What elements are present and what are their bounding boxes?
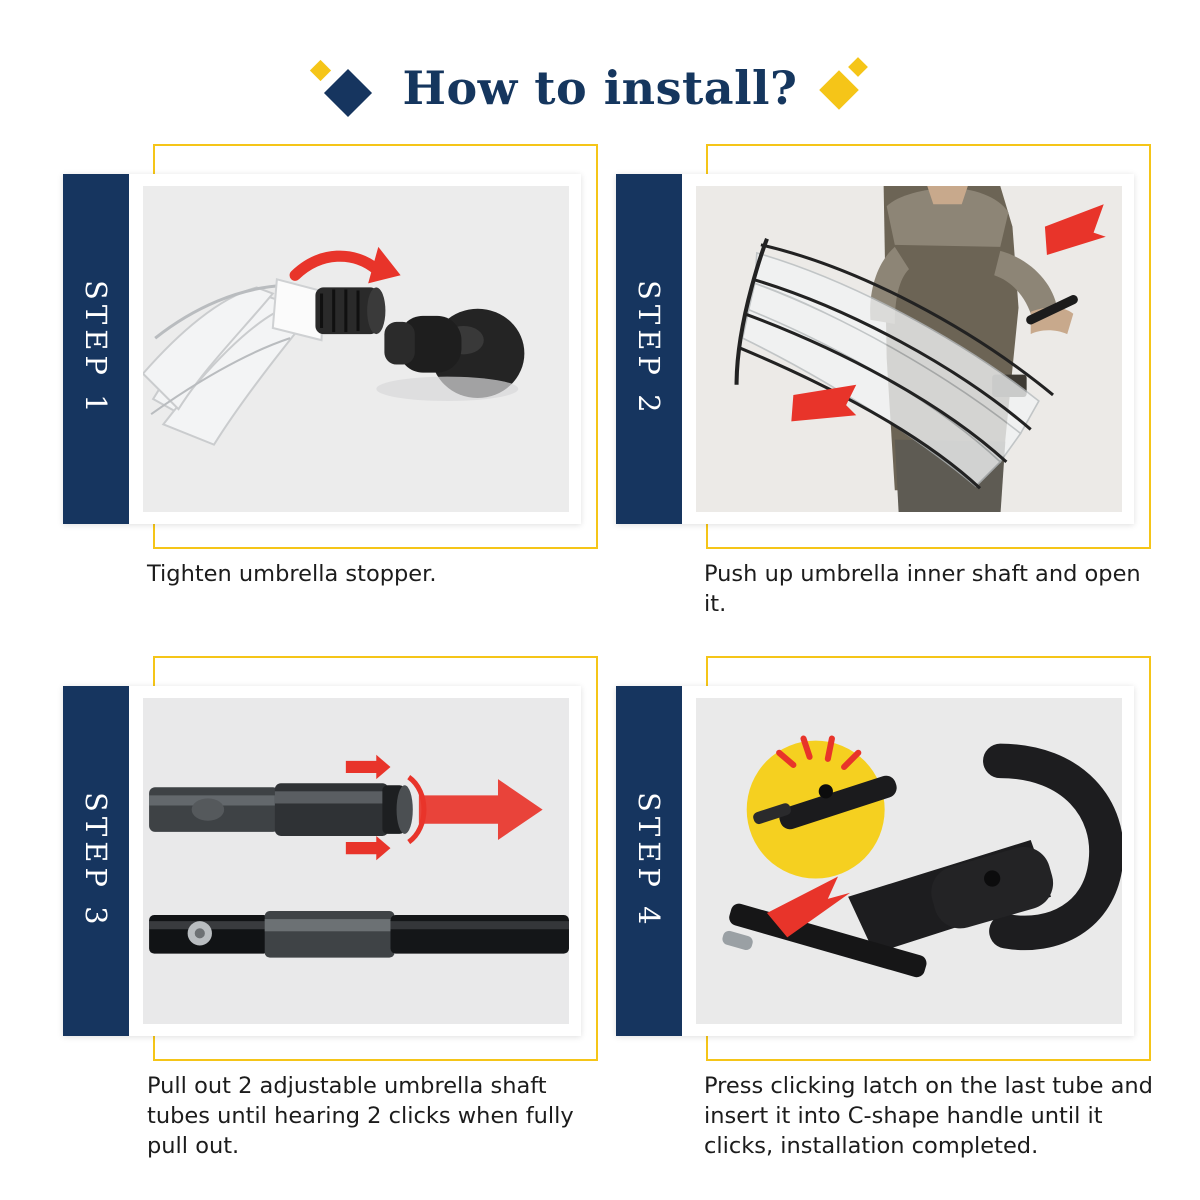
step-frame-2 bbox=[608, 140, 1153, 550]
step-caption-2: Push up umbrella inner shaft and open it. bbox=[704, 561, 1141, 617]
diamond-navy-icon bbox=[317, 58, 377, 118]
page-title-row bbox=[0, 48, 1200, 128]
diamond-yellow-icon bbox=[823, 58, 883, 118]
step-photo-wrap-2 bbox=[616, 174, 1134, 524]
step-label-text: STEP 4 bbox=[632, 792, 666, 930]
person-opening-umbrella-illustration bbox=[696, 186, 1122, 512]
step-label-badge-2 bbox=[616, 174, 682, 524]
step-image-3 bbox=[143, 698, 569, 1024]
step-card-3 bbox=[55, 652, 600, 1159]
step-image-1 bbox=[143, 186, 569, 512]
step-card-1 bbox=[55, 140, 600, 587]
step-photo-wrap-1 bbox=[63, 174, 581, 524]
step-card-4 bbox=[608, 652, 1153, 1159]
step-label-badge-3 bbox=[63, 686, 129, 1036]
step-photo-wrap-3 bbox=[63, 686, 581, 1036]
step-frame-1 bbox=[55, 140, 600, 550]
step-frame-3 bbox=[55, 652, 600, 1062]
step-card-2 bbox=[608, 140, 1153, 617]
c-handle-latch-illustration bbox=[696, 698, 1122, 1024]
telescoping-shaft-illustration bbox=[143, 698, 569, 1024]
page-title: How to install? bbox=[402, 61, 798, 115]
step-caption-3: Pull out 2 adjustable umbrella shaft tubes until hearing 2 clicks when fully pull out. bbox=[147, 1073, 574, 1159]
step-caption-1: Tighten umbrella stopper. bbox=[147, 561, 437, 587]
step-label-badge-4 bbox=[616, 686, 682, 1036]
step-photo-wrap-4 bbox=[616, 686, 1134, 1036]
step-image-2 bbox=[696, 186, 1122, 512]
step-label-badge-1 bbox=[63, 174, 129, 524]
step-label-text: STEP 3 bbox=[79, 792, 113, 930]
step-label-text: STEP 2 bbox=[632, 280, 666, 418]
umbrella-stopper-illustration bbox=[143, 186, 569, 512]
step-label-text: STEP 1 bbox=[79, 280, 113, 418]
step-caption-4: Press clicking latch on the last tube and insert it into C-shape handle until it clicks, installation completed. bbox=[704, 1073, 1153, 1159]
step-image-4 bbox=[696, 698, 1122, 1024]
step-frame-4 bbox=[608, 652, 1153, 1062]
